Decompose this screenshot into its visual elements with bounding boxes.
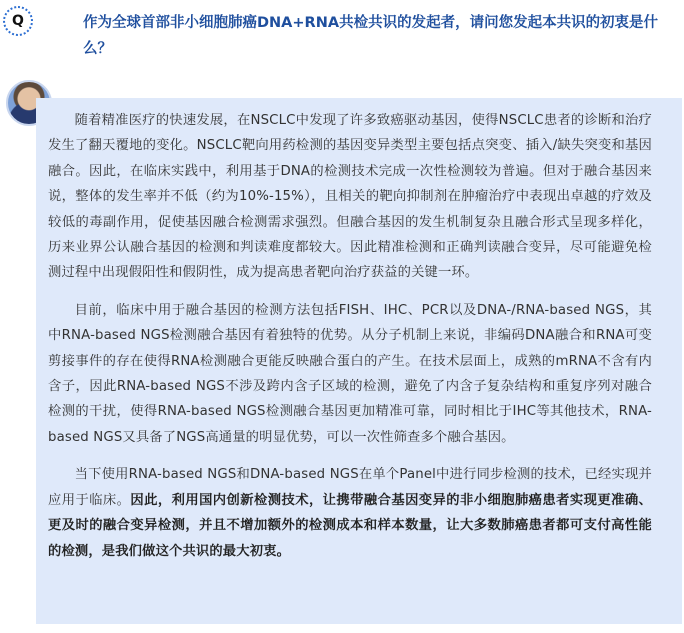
question-badge-icon xyxy=(3,6,33,36)
answer-box xyxy=(36,98,682,624)
answer-paragraph-3-bold: 因此，利用国内创新检测技术，让携带融合基因变异的非小细胞肺癌患者实现更准确、更及时的融合变异检测，并且不增加额外的检测成本和样本数量，让大多数肺癌患者都可支付高性能的检测，是我们做这个共识的最大初衷。 xyxy=(48,492,652,559)
question-badge-label: Q xyxy=(12,13,24,29)
answer-paragraph-2: 目前，临床中用于融合基因的检测方法包括FISH、IHC、PCR以及DNA-/RNA-based NGS，其中RNA-based NGS检测融合基因有着独特的优势。从分子机制上来说，非编码DNA融合和RNA可变剪接事件的存在使得RNA检测融合更能反映融合蛋白的产生。在技术层面上，成熟的mRNA不含有内含子，因此RNA-based NGS不涉及跨内含子区域的检测，避免了内含子复杂结构和重复序列对融合检测的干扰，使得RNA-based NGS检测融合基因更加精准可靠，同时相比于IHC等其他技术，RNA-based NGS又具备了NGS高通量的明显优势，可以一次性筛查多个融合基因。 xyxy=(48,302,652,445)
answer-paragraph-3 xyxy=(48,462,652,564)
answer-paragraph-3-text: 当下使用RNA-based NGS和DNA-based NGS在单个Panel中进行同步检测的技术，已经实现并应用于临床。 xyxy=(48,467,652,508)
answer-paragraph-1: 随着精准医疗的快速发展，在NSCLC中发现了许多致癌驱动基因，使得NSCLC患者的诊断和治疗发生了翻天覆地的变化。NSCLC靶向用药检测的基因变异类型主要包括点突变、插入/缺失突变和基因融合。因此，在临床实践中，利用基于DNA的检测技术完成一次性检测较为普遍。但对于融合基因来说，整体的发生率并不低（约为10%-15%），且相关的靶向抑制剂在肿瘤治疗中表现出卓越的疗效及较低的毒副作用，促使基因融合检测需求强烈。但融合基因的发生机制复杂且融合形式呈现多样化，历来业界公认融合基因的检测和判读难度都较大。因此精准检测和正确判读融合变异，尽可能避免检测过程中出现假阳性和假阴性，成为提高患者靶向治疗获益的关键一环。 xyxy=(48,113,652,281)
question-row xyxy=(0,0,684,70)
question-text: 作为全球首部非小细胞肺癌DNA+RNA共检共识的发起者，请问您发起本共识的初衷是什么？ xyxy=(83,15,659,57)
